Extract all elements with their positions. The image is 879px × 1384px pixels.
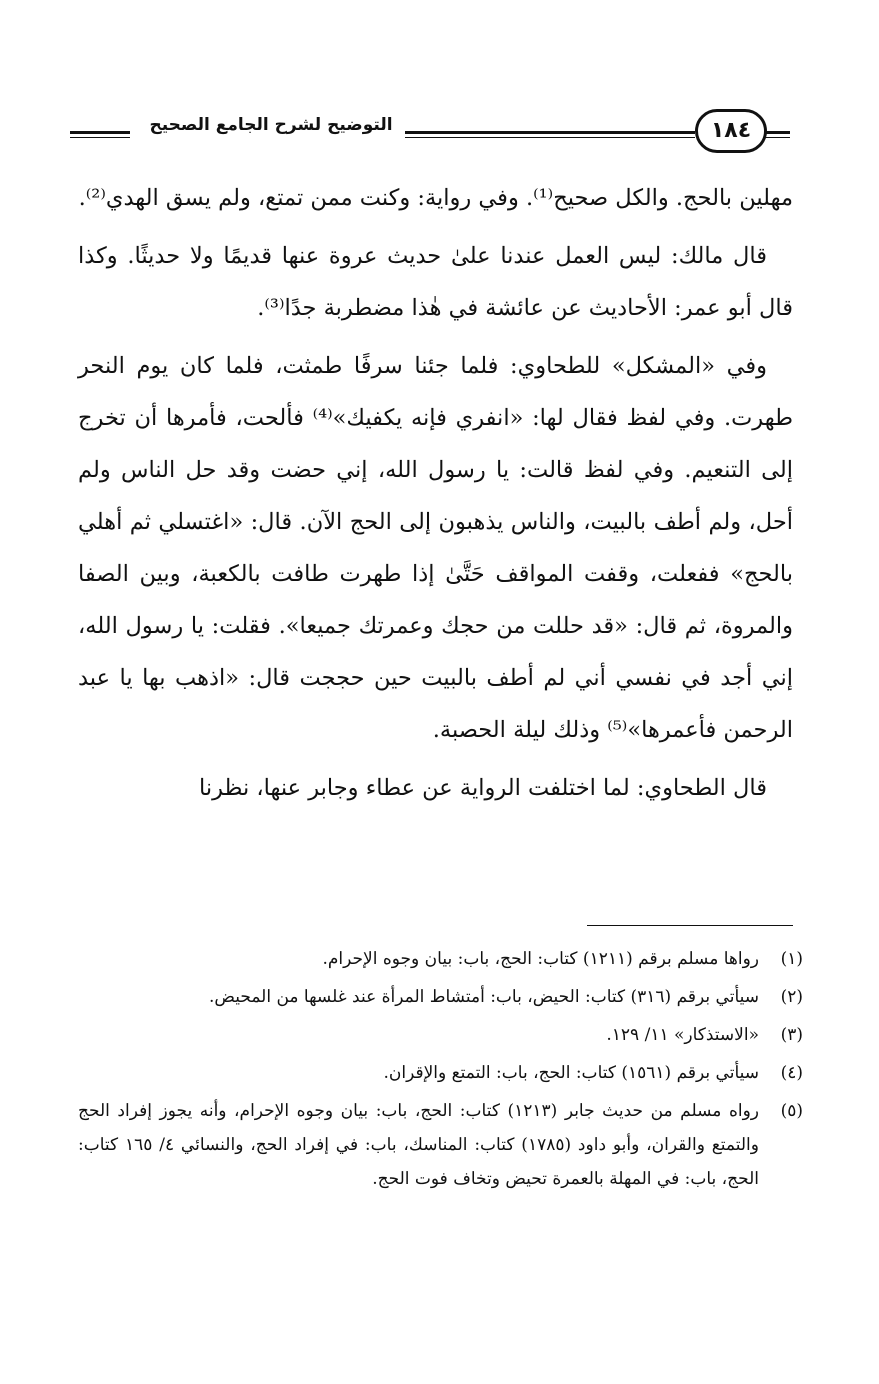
footnote (78, 980, 803, 1014)
footnote (78, 1094, 803, 1196)
header-rule-left (70, 131, 130, 134)
paragraph: قال الطحاوي: لما اختلفت الرواية عن عطاء وجابر عنها، نظرنا (198, 775, 767, 801)
paragraph: وفي «المشكل» للطحاوي: فلما جئنا سرفًا طمثت، فلما كان يوم النحر طهرت. وفي لفظ فقال لها: «انفري فإنه يكفيك»⁽⁴⁾ فألحت، فأمرها أن تخرج إلى التنعيم. وفي لفظ قالت: يا رسول الله، إني حضت وقد حل الناس ولم أحل، ولم أطف بالبيت، والناس يذهبون إلى الحج الآن. قال: «اغتسلي ثم أهلي بالحج» ففعلت، وقفت المواقف حَتَّىٰ إذا طهرت طافت بالكعبة، وبين الصفا والمروة، ثم قال: «قد حللت من حجك وعمرتك جميعا». فقلت: يا رسول الله، إني أجد في نفسي أني لم أطف بالبيت حين حججت قال: «اذهب بها يا عبد الرحمن فأعمرها»⁽⁵⁾ وذلك ليلة الحصبة. (78, 353, 793, 743)
running-header (70, 103, 790, 163)
footnote-number: (٢) (780, 987, 803, 1007)
footnote (78, 1018, 803, 1052)
footnote-text: رواها مسلم برقم (١٢١١) كتاب: الحج، باب: بيان وجوه الإحرام. (322, 949, 759, 969)
footnote (78, 1056, 803, 1090)
main-text (78, 172, 793, 836)
footnote-number: (١) (780, 949, 803, 969)
footnote-text: سيأتي برقم (١٥٦١) كتاب: الحج، باب: التمتع والإقران. (383, 1063, 759, 1083)
footnotes (78, 942, 803, 1200)
header-rule-middle (405, 131, 695, 134)
footnote-number: (٤) (780, 1063, 803, 1083)
footnote-text: سيأتي برقم (٣١٦) كتاب: الحيض، باب: أمتشاط المرأة عند غلسها من المحيض. (209, 987, 759, 1007)
running-title: التوضيح لشرح الجامع الصحيح (149, 115, 393, 135)
paragraph: مهلين بالحج. والكل صحيح⁽¹⁾. وفي رواية: وكنت ممن تمتع، ولم يسق الهدي⁽²⁾. (78, 185, 793, 211)
footnote-separator (587, 925, 793, 926)
footnote-number: (٣) (780, 1025, 803, 1045)
header-rule-right (765, 131, 790, 134)
footnote-text: «الاستذكار» ١١/ ١٢٩. (606, 1025, 759, 1045)
footnote-number: (٥) (780, 1101, 803, 1121)
footnote (78, 942, 803, 976)
footnote-text: رواه مسلم من حديث جابر (١٢١٣) كتاب: الحج، باب: بيان وجوه الإحرام، وأنه يجوز إفراد الحج والتمتع والقران، وأبو داود (١٧٨٥) كتاب: المناسك، باب: في إفراد الحج، والنسائي ٤/ ١٦٥ كتاب: الحج، باب: في المهلة بالعمرة تحيض وتخاف فوت الحج. (78, 1101, 760, 1189)
paragraph: قال مالك: ليس العمل عندنا علىٰ حديث عروة عنها قديمًا ولا حديثًا. وكذا قال أبو عمر: الأحاديث عن عائشة في هٰذا مضطربة جدًا⁽³⁾. (78, 243, 793, 321)
page-number: ١٨٤ (695, 109, 767, 153)
